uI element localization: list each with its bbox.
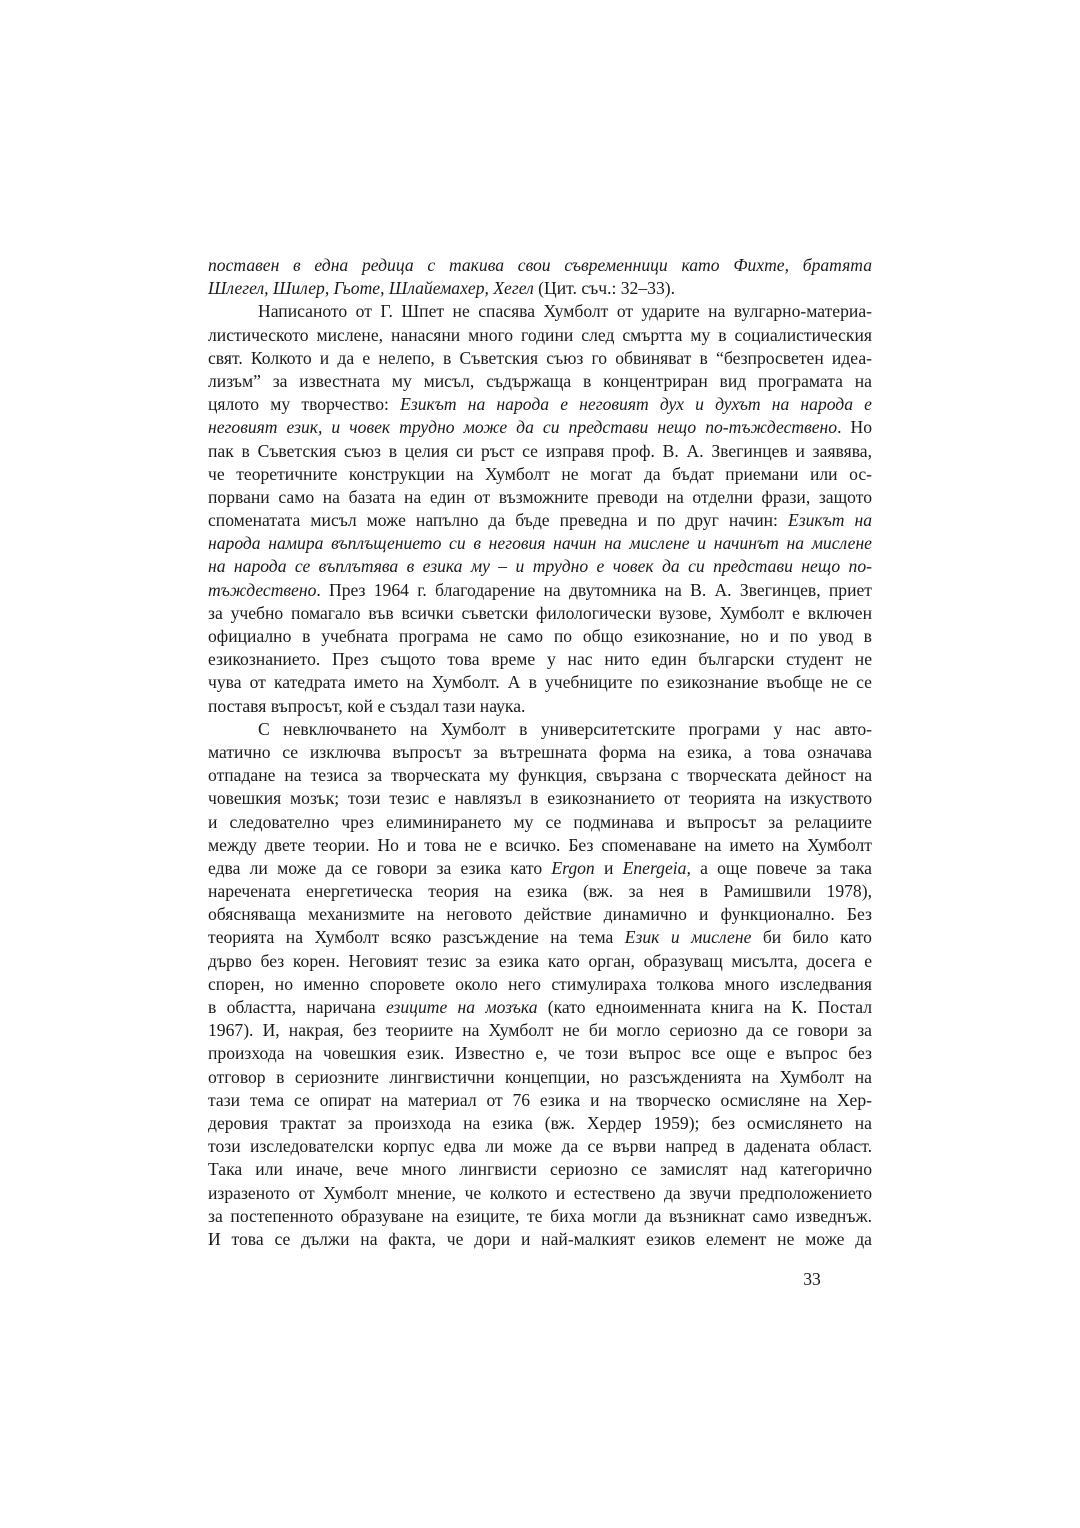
italic-text: на народа се въплътява в езика му – и трудно е човек да си представи нещо по- — [208, 556, 872, 577]
text-line — [208, 1089, 872, 1112]
italic-text: Езикът на — [787, 510, 872, 531]
text-line — [208, 671, 872, 694]
italic-text: поставен в една редица с такива свои съвременници като Фихте, братята — [208, 255, 872, 275]
text-segment: и следователно чрез елиминирането му се подминава и въпросът за релациите — [208, 811, 872, 832]
text-line — [208, 440, 872, 463]
text-line — [208, 393, 872, 416]
text-line — [208, 973, 872, 996]
text-line — [208, 857, 872, 880]
text-line — [208, 996, 872, 1019]
text-line — [208, 1182, 872, 1205]
text-line — [208, 625, 872, 648]
text-segment: а още повече за така — [690, 857, 872, 878]
text-segment: (Цит. съч.: 32–33). — [533, 278, 676, 299]
text-segment: спорен, но именно споровете около него стимулираха толкова много изследвания — [208, 973, 872, 994]
text-segment: теорията на Хумболт всяко разсъждение на тема — [208, 927, 625, 948]
text-segment: наречената енергетическа теория на езика (вж. за нея в Рамишвили 1978), — [208, 881, 872, 902]
text-line — [208, 1228, 872, 1251]
text-segment: листическото мислене, нанасяни много години след смъртта му в социалистическия — [208, 324, 872, 345]
text-segment: деровия трактат за произхода на езика (вж. Хердер 1959); без осмислянето на — [208, 1112, 872, 1133]
text-segment: за учебно помагало във всички съветски филологически вузове, Хумболт е включен — [208, 602, 872, 623]
text-segment: човешкия мозък; този тезис е навлязъл в езикознанието от теорията на изкуството — [208, 788, 872, 809]
italic-text: Шлегел, Шилер, Гьоте, Шлайемахер, Хегел — [208, 278, 534, 299]
text-line — [208, 718, 872, 741]
text-segment: езикознанието. През същото това време у нас нито един български студент не — [208, 649, 872, 670]
text-segment: дърво без корен. Неговият тезис за езика като орган, образуващ мисълта, досега е — [208, 950, 872, 971]
text-line — [208, 416, 872, 439]
text-line — [208, 300, 872, 323]
text-segment: едва ли може да се говори за езика като — [208, 857, 552, 878]
text-segment: отпадане на тезиса за творческата му функция, свързана с творческата дейност на — [208, 765, 872, 786]
text-segment: този изследователски корпус едва ли може да се върви напред в дадената област. — [208, 1136, 872, 1157]
text-segment: официално в учебната програма не само по общо езикознание, но и по увод в — [208, 626, 872, 646]
text-line — [208, 1135, 872, 1158]
text-line — [208, 787, 872, 810]
text-segment: би било като — [751, 927, 872, 948]
text-segment: лизъм” за известната му мисъл, съдържаща в концентриран вид програмата на — [208, 370, 872, 391]
text-segment: матично се изключва въпросът за вътрешната форма на езика, а това означава — [208, 741, 872, 762]
text-line — [208, 880, 872, 903]
text-line — [208, 1019, 872, 1042]
text-line — [208, 602, 872, 625]
text-line — [208, 834, 872, 857]
text-segment: отговор в сериозните лингвистични концепции, но разсъжденията на Хумболт на — [208, 1066, 872, 1087]
text-segment: И това се дължи на факта, че дори и най-малкият езиков елемент не може да — [208, 1228, 872, 1249]
text-line — [208, 811, 872, 834]
italic-text: Езикът на народа е неговият дух и духът на народа е — [400, 394, 872, 415]
text-line — [208, 926, 872, 949]
text-segment: 1967). И, накрая, без теориите на Хумболт не би могло сериозно да се говори за — [208, 1020, 872, 1041]
text-line — [208, 950, 872, 973]
text-segment: между двете теории. Но и това не е всичко. Без споменаване на името на Хумболт — [208, 834, 872, 855]
text-segment: порвани само на базата на един от възможните преводи на отделни фрази, защото — [208, 486, 872, 507]
text-line — [208, 324, 872, 347]
text-line — [208, 1158, 872, 1181]
text-segment: Написаното от Г. Шпет не спасява Хумболт от ударите на вулгарно-материа- — [258, 301, 872, 322]
text-segment: тази тема се опират на материал от 76 езика и на творческо осмисляне на Хер- — [208, 1089, 872, 1110]
body-text — [208, 254, 872, 1251]
text-line — [208, 463, 872, 486]
text-segment: и — [594, 857, 623, 878]
text-line — [208, 695, 872, 718]
italic-text: народа намира въплъщението си в неговия начин на мислене и начинът на мислене — [208, 533, 872, 554]
text-segment: Така или иначе, вече много лингвисти сериозно се замислят над категорично — [208, 1159, 872, 1180]
italic-text: Energeia, — [622, 857, 691, 878]
italic-text: езиците на мозъка — [385, 997, 538, 1017]
text-line — [208, 254, 872, 277]
text-segment: за постепенното образуване на езиците, те биха могли да възникнат само изведнъж. — [208, 1205, 872, 1226]
text-segment: . Но — [837, 417, 872, 438]
text-line — [208, 370, 872, 393]
text-line — [208, 1112, 872, 1135]
page-number: 33 — [803, 1269, 821, 1289]
text-segment: (като едноименната книга на К. Постал — [537, 997, 872, 1017]
text-segment: поставя въпросът, кой е създал тази наука. — [208, 695, 526, 716]
text-line — [208, 1042, 872, 1065]
text-segment: изразеното от Хумболт мнение, че колкото и естествено да звучи предположението — [208, 1182, 872, 1203]
italic-text: тъждествено — [208, 579, 317, 600]
text-segment: пак в Съветския съюз в целия си ръст се изправя проф. В. А. Звегинцев и заявява, — [208, 440, 872, 461]
text-segment: свят. Колкото и да е нелепо, в Съветския съюз го обвиняват в “безпросветен идеа- — [208, 347, 872, 368]
text-line — [208, 347, 872, 370]
text-segment: споменатата мисъл може напълно да бъде преведна и по друг начин: — [208, 510, 788, 531]
text-segment: . През 1964 г. благодарение на двутомника на В. А. Звегинцев, приет — [316, 579, 872, 600]
italic-text: неговият език, и човек трудно може да си представи нещо по-тъждествено — [208, 417, 838, 438]
text-line — [208, 903, 872, 926]
text-line — [208, 509, 872, 532]
text-line — [208, 1205, 872, 1228]
text-line — [208, 741, 872, 764]
text-segment: цялото му творчество: — [208, 394, 401, 415]
text-segment: обясняваща механизмите на неговото действие динамично и функционално. Без — [208, 904, 872, 925]
text-segment: в областта, наричана — [208, 997, 386, 1017]
text-line — [208, 555, 872, 578]
text-segment: че теоретичните конструкции на Хумболт не могат да бъдат приемани или ос- — [208, 463, 872, 484]
italic-text: Ergon — [551, 857, 595, 878]
italic-text: Език и мислене — [624, 927, 752, 948]
text-segment: С невключването на Хумболт в университетските програми у нас авто- — [258, 718, 872, 739]
text-line — [208, 277, 872, 300]
text-line — [208, 648, 872, 671]
text-segment: чува от катедрата името на Хумболт. А в учебниците по езикознание въобще не се — [208, 672, 872, 693]
text-line — [208, 579, 872, 602]
text-line — [208, 764, 872, 787]
text-line — [208, 1066, 872, 1089]
text-line — [208, 532, 872, 555]
text-segment: произхода на човешкия език. Известно е, че този въпрос все още е въпрос без — [208, 1043, 872, 1064]
text-line — [208, 486, 872, 509]
